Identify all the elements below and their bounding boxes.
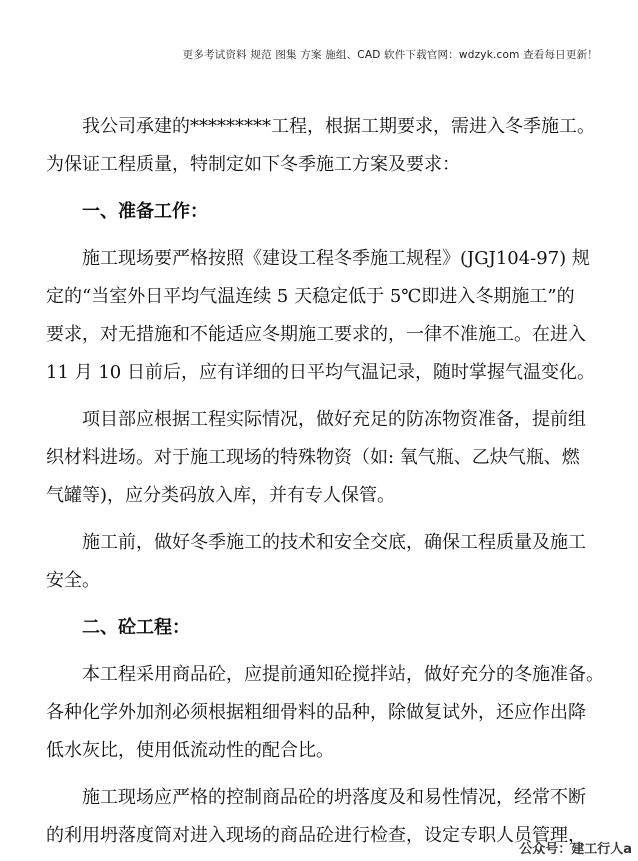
paragraph-line: 施工现场要严格按照《建设工程冬季施工规程》(JGJ104-97) 规 <box>82 248 590 269</box>
paragraph-line: 我公司承建的*********工程，根据工期要求，需进入冬季施工。 <box>82 116 595 137</box>
paragraph-line: 各种化学外加剂必须根据粗细骨料的品种，除做复试外，还应作出降 <box>46 702 586 723</box>
paragraph-preparation-materials <box>46 401 612 515</box>
paragraph-line: 施工前，做好冬季施工的技术和安全交底，确保工程质量及施工 <box>82 532 586 553</box>
section-heading-preparation: 一、准备工作： <box>82 201 208 222</box>
header-download-note: 更多考试资料 规范 图集 方案 施组、CAD 软件下载官网：wdzyk.com 查看每日更新！ <box>182 49 598 61</box>
paragraph-line: 定的“当室外日平均气温连续 5 天稳定低于 5℃即进入冬期施工”的 <box>46 286 575 307</box>
paragraph-concrete-supply <box>46 656 612 770</box>
paragraph-line: 要求，对无措施和不能适应冬期施工要求的，一律不准施工。在进入 <box>46 324 586 345</box>
paragraph-line: 11 月 10 日前后，应有详细的日平均气温记录，随时掌握气温变化。 <box>46 362 595 383</box>
paragraph-line: 项目部应根据工程实际情况，做好充足的防冻物资准备，提前组 <box>82 409 586 430</box>
paragraph-intro <box>46 108 612 184</box>
paragraph-line: 气罐等)，应分类码放入库，并有专人保管。 <box>46 485 396 506</box>
paragraph-line: 本工程采用商品砼，应提前通知砼搅拌站，做好充分的冬施准备。 <box>82 664 604 685</box>
paragraph-line: 的利用坍落度筒对进入现场的商品砼进行检查，设定专职人员管理， <box>46 825 586 846</box>
document-body <box>46 108 612 855</box>
paragraph-line: 施工现场应严格的控制商品砼的坍落度及和易性情况，经常不断 <box>82 787 586 808</box>
paragraph-preparation-safety <box>46 524 612 600</box>
paragraph-line: 低水灰比，使用低流动性的配合比。 <box>46 740 334 761</box>
footer-watermark: 公众号：建工行人a <box>519 842 632 857</box>
paragraph-line: 为保证工程质量，特制定如下冬季施工方案及要求： <box>46 154 460 175</box>
paragraph-line: 安全。 <box>46 570 100 591</box>
paragraph-line: 织材料进场。对于施工现场的特殊物资（如: 氧气瓶、乙炔气瓶、燃 <box>46 447 580 468</box>
section-heading-concrete: 二、砼工程： <box>82 617 190 638</box>
paragraph-preparation-standard <box>46 240 612 392</box>
